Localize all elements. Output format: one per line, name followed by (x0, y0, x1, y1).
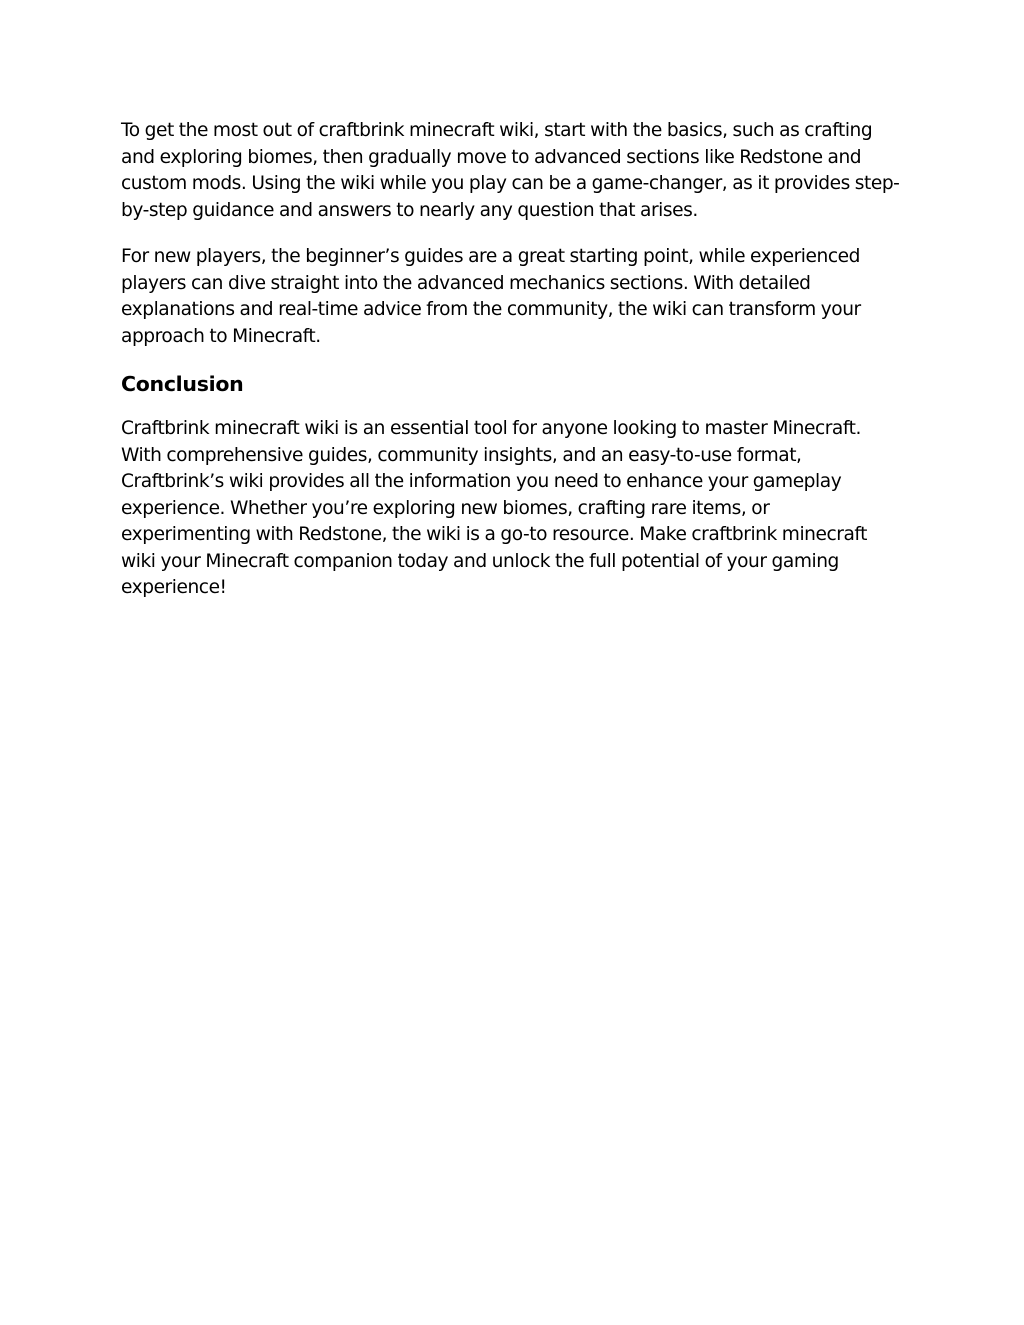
intro-paragraph-1: To get the most out of craftbrink minecraft wiki, start with the basics, such as crafting and exploring biomes, then gradually move to advanced sections like Redstone and custom mods. Using the wiki while you play can be a game-changer, as it provides step-by-step guidance and answers to nearly any question that arises. (121, 120, 900, 221)
intro-paragraph-2: For new players, the beginner’s guides are a great starting point, while experienced players can dive straight into the advanced mechanics sections. With detailed explanations and real-time advice from the community, the wiki can transform your approach to Minecraft. (121, 246, 861, 347)
document-body (121, 118, 903, 622)
conclusion-heading: Conclusion (121, 372, 244, 396)
conclusion-paragraph: Craftbrink minecraft wiki is an essential tool for anyone looking to master Minecraft. With comprehensive guides, community insights, and an easy-to-use format, Craftbrink’s wiki provides all the information you need to enhance your gameplay experience. Whether you’re exploring new biomes, crafting rare items, or experimenting with Redstone, the wiki is a go-to resource. Make craftbrink minecraft wiki your Minecraft companion today and unlock the full potential of your gaming experience! (121, 418, 868, 598)
